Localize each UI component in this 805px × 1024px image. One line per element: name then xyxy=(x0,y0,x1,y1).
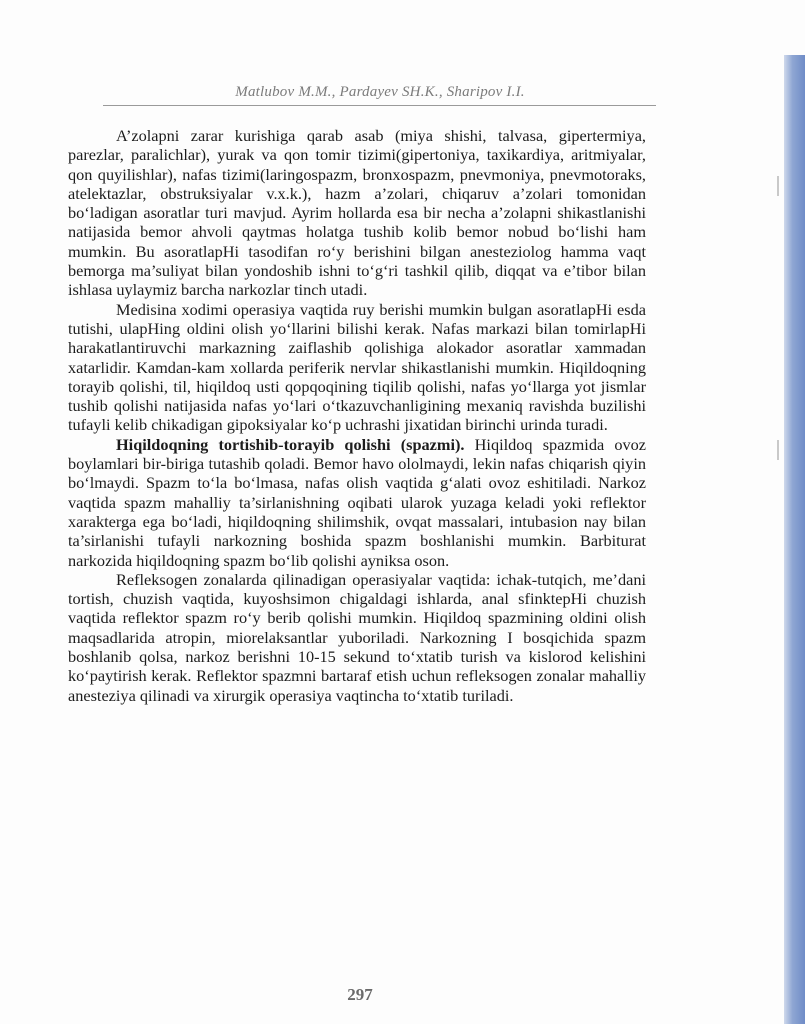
header-rule xyxy=(103,105,656,106)
page-edge-strip xyxy=(784,55,805,1024)
paragraph xyxy=(68,126,646,300)
paragraph xyxy=(68,570,646,705)
section-heading: Hiqildoqning tortishib-torayib qolishi (spazmi). xyxy=(116,434,465,454)
paragraph xyxy=(68,435,646,570)
edge-mark xyxy=(777,176,779,196)
body-text xyxy=(68,126,646,705)
paragraph xyxy=(68,300,646,435)
page-number: 297 xyxy=(347,985,373,1004)
running-header: Matlubov M.M., Pardayev SH.K., Sharipov I.I. xyxy=(235,84,525,100)
paragraph-text: Refleksogen zonalarda qilinadigan operasiyalar vaqtida: ichak-tutqich, me’dani tortish, chuzish vaqtida, kuyoshsimon chigaldagi ishlarda, anal sfinktepHi chuzish vaqtida reflektor spazm ro‘y berib qolishi mumkin. Hiqildoq spazmining oldini olish maqsadlarida atropin, miorelaksantlar yuboriladi. Narkozning I bosqichida spazm boshlanib qolsa, narkoz berishni 10-15 sekund to‘xtatib turish va kislorod kelishini ko‘paytirish kerak. Reflektor spazmni bartaraf etish uchun refleksogen zonalar mahalliy anesteziya qilinadi va xirurgik operasiya vaqtincha to‘xtatib turiladi. xyxy=(68,569,646,705)
paragraph-text: Hiqildoq spazmida ovoz boylamlari bir-biriga tutashib qoladi. Bemor havo ololmaydi, lekin nafas chiqarish qiyin bo‘lmaydi. Spazm to‘la bo‘lmasa, nafas olish vaqtida g‘alati ovoz eshitiladi. Narkoz vaqtida spazm mahalliy ta’sirlanishning oqibati ularok yuzaga keladi yoki reflektor xarakterga ega bo‘ladi, hiqildoqning shilimshik, ovqat massalari, intubasion nay bilan ta’sirlanishi tufayli narkozning boshida spazm boshlanishi mumkin. Barbiturat narkozida hiqildoqning spazm bo‘lib qolishi ayniksa oson. xyxy=(68,434,647,570)
paragraph-text: A’zolapni zarar kurishiga qarab asab (miya shishi, talvasa, gipertermiya, parezlar, paralichlar), yurak va qon tomir tizimi(gipertoniya, taxikardiya, aritmiyalar, qon quyilishlar), nafas tizimi(laringospazm, bronxospazm, pnevmoniya, pnevmotoraks, atelektazlar, obstruksiyalar v.x.k.), hazm a’zolari, chiqaruv a’zolari tomonidan bo‘ladigan asoratlar turi mavjud. Ayrim hollarda esa bir necha a’zolapni shikastlanishi natijasida bemor ahvoli qaytmas holatga tushib kolib bemor nobud bo‘lishi ham mumkin. Bu asoratlapHi tasodifan ro‘y berishini bilgan anesteziolog hamma vaqt bemorga ma’suliyat bilan yondoshib ishni to‘g‘ri tashkil qilib, diqqat va e’tibor bilan ishlasa uylaymiz barcha narkozlar tinch utadi. xyxy=(68,126,646,300)
edge-mark xyxy=(777,440,779,460)
paragraph-text: Medisina xodimi operasiya vaqtida ruy berishi mumkin bulgan asoratlapHi esda tutishi, ulapHing oldini olish yo‘llarini bilishi kerak. Nafas markazi bilan tomirlapHi harakatlantiruvchi markazning zaiflashib qolishiga alokador asoratlar xammadan xatarlidir. Kamdan-kam xollarda periferik nervlar shikastlanishi mumkin. Hiqildoqning torayib qolishi, til, hiqildoq usti qopqoqining tiqilib qolishi, nafas yo‘llarga yot jismlar tushib qolishi natijasida nafas yo‘lari o‘tkazuvchanligining mexaniq ravishda buzilishi tufayli kelib chikadigan gipoksiyalar ko‘p uchrashi jixatidan birinchi urinda turadi. xyxy=(68,299,646,435)
